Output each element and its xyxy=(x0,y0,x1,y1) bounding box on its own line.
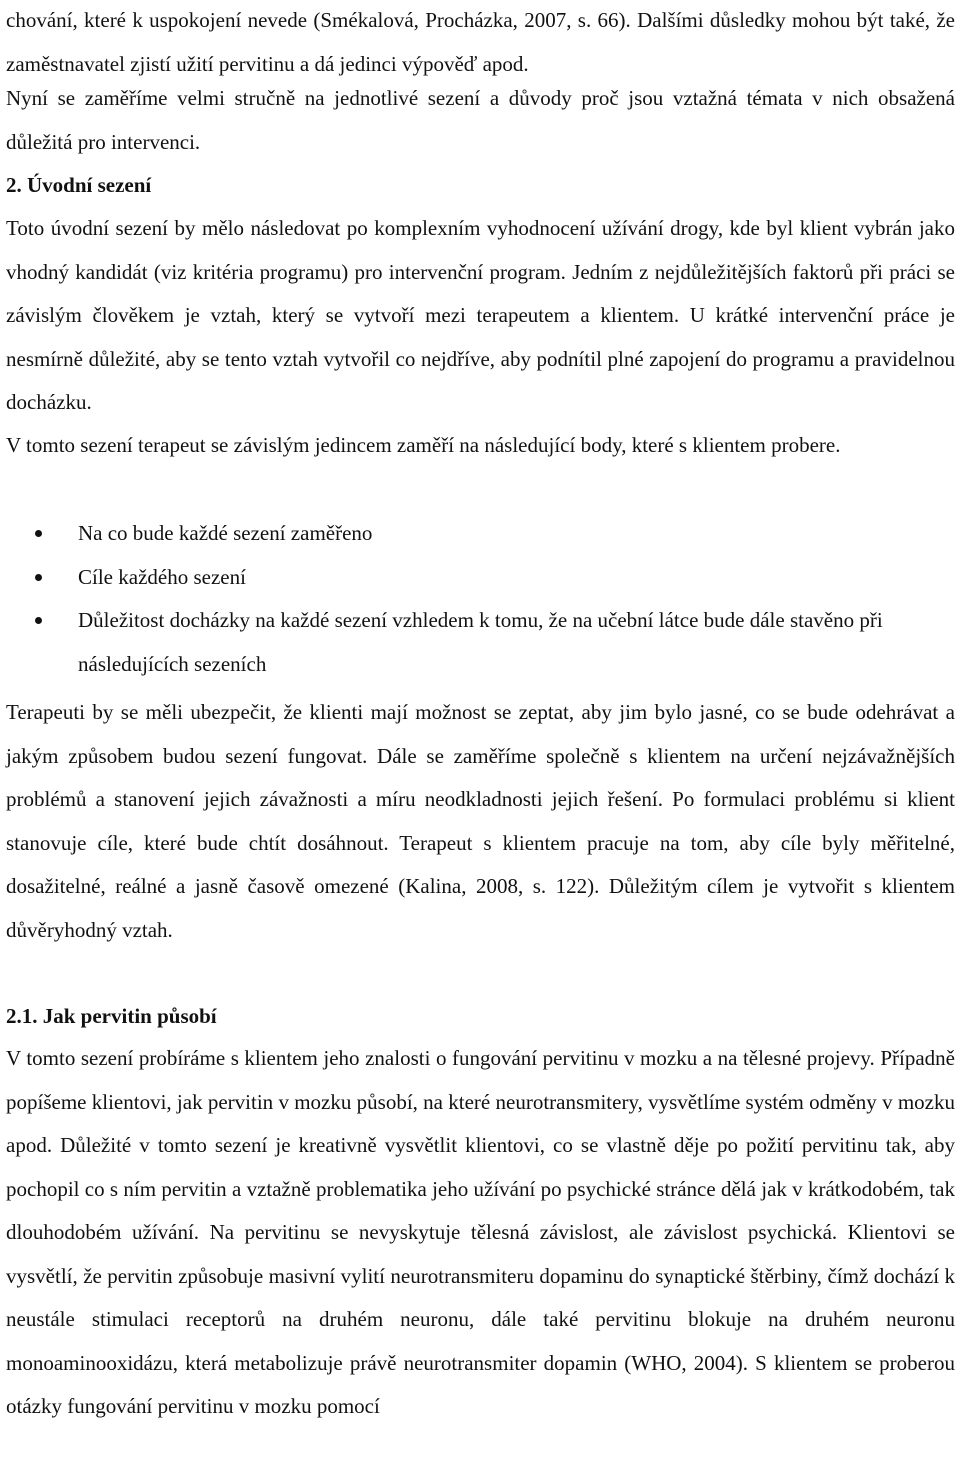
intro-paragraph-2: Nyní se zaměříme velmi stručně na jednotlivé sezení a důvody proč jsou vztažná témata v nich obsažená důležitá pro intervenci. xyxy=(6,86,955,154)
intro-paragraph-1: chování, které k uspokojení nevede (Smékalová, Procházka, 2007, s. 66). Dalšími důsledky mohou být také, že zaměstnavatel zjistí užití pervitinu a dá jedinci výpověď apod. xyxy=(6,8,955,76)
bullet-text: Důležitost docházky na každé sezení vzhledem k tomu, že na učební látce bude dále stavěno při následujících sezeních xyxy=(78,608,883,676)
bullet-icon xyxy=(35,574,42,581)
bullet-text: Cíle každého sezení xyxy=(78,564,246,589)
bullet-icon xyxy=(35,530,42,537)
topics-bullet-list xyxy=(6,512,955,686)
section-2-1-paragraph-1: V tomto sezení probíráme s klientem jeho znalosti o fungování pervitinu v mozku a na tělesné projevy. Případně popíšeme klientovi, jak pervitin v mozku působí, na které neurotransmitery, vysvětlíme systém odměny v mozku apod. Důležité v tomto sezení je kreativně vysvětlit klientovi, co se vlastně děje po požití pervitinu tak, aby pochopil co s ním pervitin a vztažně problematika jeho užívání po psychické stránce dělá jak v krátkodobém, tak dlouhodobém užívání. Na pervitinu se nevyskytuje tělesná závislost, ale závislost psychická. Klientovi se vysvětlí, že pervitin způsobuje masivní vylití neurotransmiteru dopaminu do synaptické štěrbiny, čímž dochází k neustále stimulaci receptorů na druhém neuronu, dále také pervitinu blokuje na druhém neuronu monoaminooxidázu, která metabolizuje právě neurotransmiter dopamin (WHO, 2004). S klientem se proberou otázky fungování pervitinu v mozku pomocí xyxy=(6,1046,955,1418)
bullet-item xyxy=(6,556,955,600)
section-2-paragraph-2: V tomto sezení terapeut se závislým jedincem zaměří na následující body, které s klientem probere. xyxy=(6,433,841,457)
section-2-paragraph-1: Toto úvodní sezení by mělo následovat po komplexním vyhodnocení užívání drogy, kde byl klient vybrán jako vhodný kandidát (viz kritéria programu) pro intervenční program. Jedním z nejdůležitějších faktorů při práci se závislým člověkem je vztah, který se vytvoří mezi terapeutem a klientem. U krátké intervenční práce je nesmírně důležité, aby se tento vztah vytvořil co nejdříve, aby podnítil plné zapojení do programu a pravidelnou docházku. xyxy=(6,216,955,414)
bullet-item xyxy=(6,599,955,686)
section-heading-2: 2. Úvodní sezení xyxy=(6,173,152,197)
bullet-icon xyxy=(35,617,42,624)
section-2-paragraph-3: Terapeuti by se měli ubezpečit, že klienti mají možnost se zeptat, aby jim bylo jasné, co se bude odehrávat a jakým způsobem budou sezení fungovat. Dále se zaměříme společně s klientem na určení nejzávažnějších problémů a stanovení jejich závažnosti a míru neodkladnosti jejich řešení. Po formulaci problému si klient stanovuje cíle, které bude chtít dosáhnout. Terapeut s klientem pracuje na tom, aby cíle byly měřitelné, dosažitelné, reálné a jasně časově omezené (Kalina, 2008, s. 122). Důležitým cílem je vytvořit s klientem důvěryhodný vztah. xyxy=(6,700,955,942)
bullet-text: Na co bude každé sezení zaměřeno xyxy=(78,521,373,545)
bullet-item xyxy=(6,512,955,556)
section-heading-2-1: 2.1. Jak pervitin působí xyxy=(6,1004,217,1028)
